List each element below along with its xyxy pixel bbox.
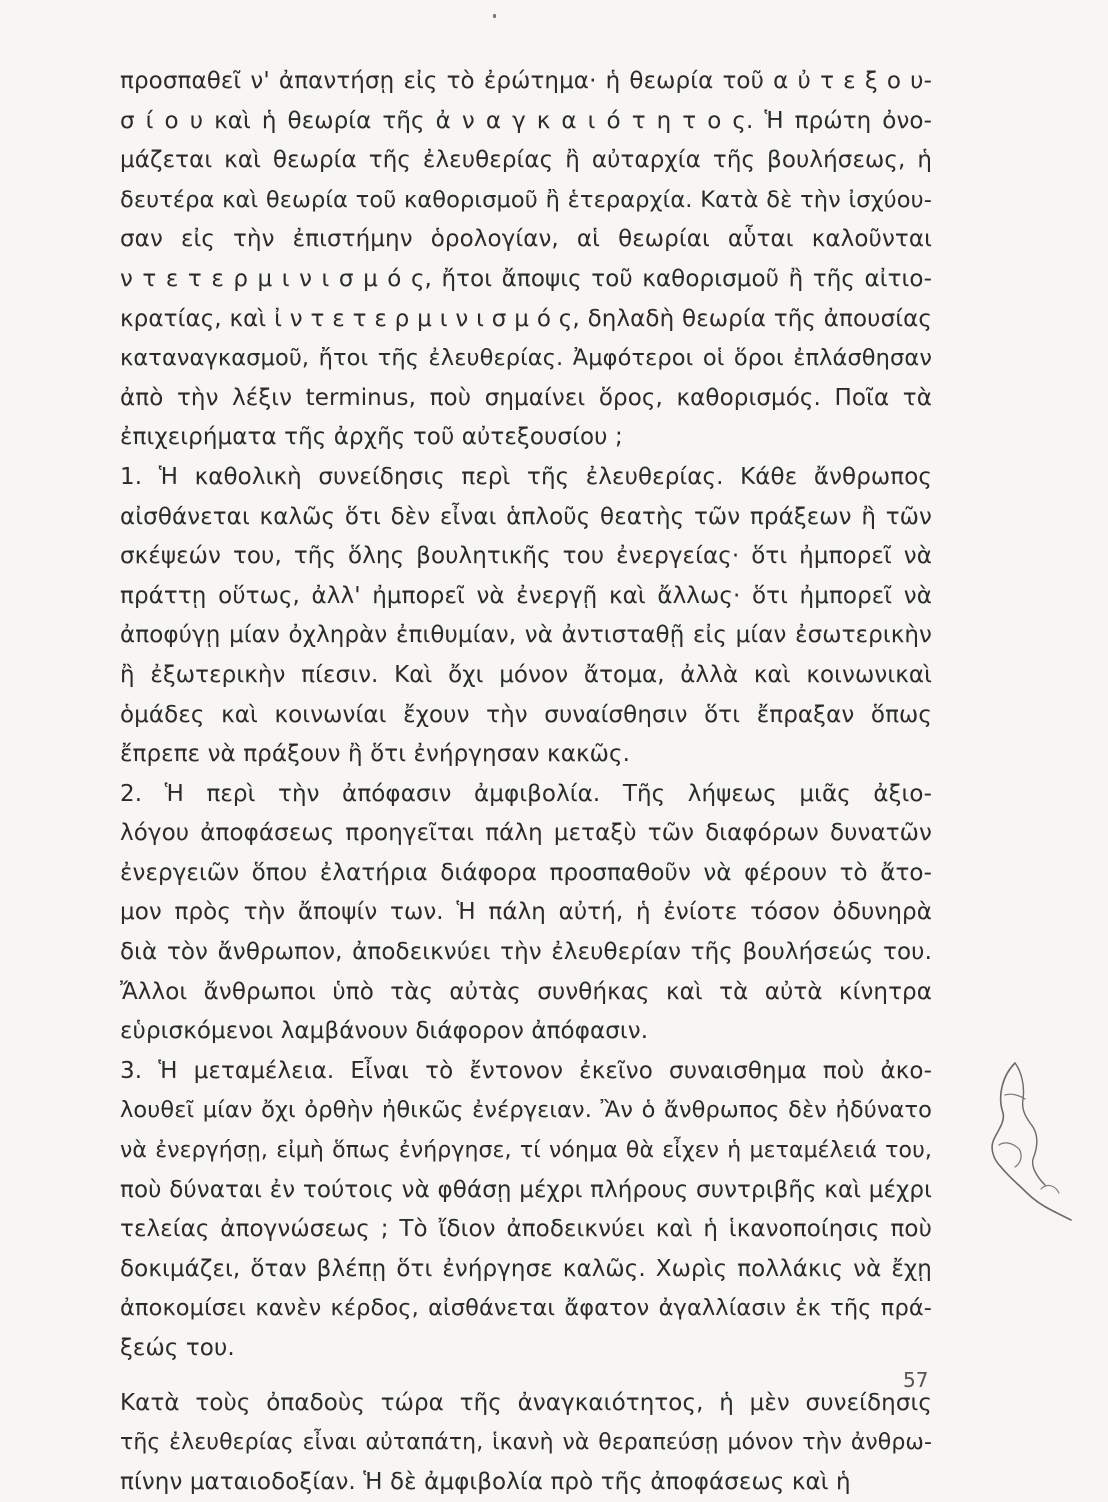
handwritten-mark-icon: [975, 1055, 1085, 1225]
text-line: ἢ ἐξωτερικὴν πίεσιν. Καὶ ὄχι μόνον ἄτομα, ἀλλὰ καὶ κοινωνικαὶ: [120, 661, 932, 688]
page-number: 57: [903, 1368, 929, 1392]
text-line: τελείας ἀπογνώσεως ; Τὸ ἴδιον ἀποδεικνύει καὶ ἡ ἱκανοποίησις ποὺ: [120, 1216, 932, 1243]
text-line: ἔπρεπε νὰ πράξουν ἢ ὅτι ἐνήργησαν κακῶς.: [120, 741, 630, 768]
text-line: μον πρὸς τὴν ἄποψίν των. Ἡ πάλη αὐτή, ἡ ἐνίοτε τόσον ὀδυνηρὰ: [120, 899, 932, 926]
text-line: διὰ τὸν ἄνθρωπον, ἀποδεικνύει τὴν ἐλευθερίαν τῆς βουλήσεώς του.: [120, 939, 932, 966]
text-line: ἀποκομίσει κανὲν κέρδος, αἰσθάνεται ἄφατον ἀγαλλίασιν ἐκ τῆς πρά-: [120, 1295, 932, 1322]
text-line: ποὺ δύναται ἐν τούτοις νὰ φθάσῃ μέχρι πλήρους συντριβῆς καὶ μέχρι: [120, 1176, 932, 1203]
text-line: Κατὰ τοὺς ὀπαδοὺς τώρα τῆς ἀναγκαιότητος, ἡ μὲν συνείδησις: [120, 1389, 932, 1416]
text-line: δοκιμάζει, ὅταν βλέπῃ ὅτι ἐνήργησε καλῶς. Χωρὶς πολλάκις νὰ ἔχῃ: [120, 1255, 932, 1282]
text-line: τῆς ἐλευθερίας εἶναι αὐταπάτη, ἱκανὴ νὰ θεραπεύσῃ μόνον τὴν ἀνθρω-: [120, 1430, 932, 1456]
text-line: ὁμάδες καὶ κοινωνίαι ἔχουν τὴν συναίσθησιν ὅτι ἔπραξαν ὅπως: [120, 701, 932, 728]
text-line: δευτέρα καὶ θεωρία τοῦ καθορισμοῦ ἢ ἑτεραρχία. Κατὰ δὲ τὴν ἰσχύου-: [120, 186, 932, 213]
text-line: λόγου ἀποφάσεως προηγεῖται πάλη μεταξὺ τῶν διαφόρων δυνατῶν: [120, 820, 932, 847]
text-line: σ ί ο υ καὶ ἡ θεωρία τῆς ἀ ν α γ κ α ι ό τ η τ ο ς. Ἡ πρώτη ὀνο-: [120, 107, 932, 134]
text-line: σαν εἰς τὴν ἐπιστήμην ὁρολογίαν, αἱ θεωρίαι αὗται καλοῦνται: [120, 226, 932, 253]
text-line: 1. Ἡ καθολικὴ συνείδησις περὶ τῆς ἐλευθερίας. Κάθε ἄνθρωπος: [120, 463, 932, 490]
page-body: [120, 62, 932, 1502]
ink-speck: [493, 14, 496, 18]
text-line: 2. Ἡ περὶ τὴν ἀπόφασιν ἀμφιβολία. Τῆς λήψεως μιᾶς ἀξιο-: [120, 780, 932, 807]
text-line: ν τ ε τ ε ρ μ ι ν ι σ μ ό ς, ἤτοι ἄποψις τοῦ καθορισμοῦ ἢ τῆς αἰτιο-: [120, 265, 932, 292]
text-line: σκέψεών του, τῆς ὅλης βουλητικῆς του ἐνεργείας· ὅτι ἠμπορεῖ νὰ: [120, 543, 932, 570]
text-line: προσπαθεῖ ν' ἀπαντήσῃ εἰς τὸ ἐρώτημα· ἡ θεωρία τοῦ α ὐ τ ε ξ ο υ-: [120, 68, 932, 94]
text-line: Ἄλλοι ἄνθρωποι ὑπὸ τὰς αὐτὰς συνθήκας καὶ τὰ αὐτὰ κίνητρα: [120, 978, 932, 1005]
text-line: καταναγκασμοῦ, ἤτοι τῆς ἐλευθερίας. Ἀμφότεροι οἱ ὅροι ἐπλάσθησαν: [120, 345, 932, 372]
text-line: ἐπιχειρήματα τῆς ἀρχῆς τοῦ αὐτεξουσίου ;: [120, 424, 623, 451]
text-line: πίνην ματαιοδοξίαν. Ἡ δὲ ἀμφιβολία πρὸ τῆς ἀποφάσεως καὶ ἡ: [120, 1468, 851, 1495]
text-line: αἰσθάνεται καλῶς ὅτι δὲν εἶναι ἁπλοῦς θεατὴς τῶν πράξεων ἢ τῶν: [120, 503, 932, 530]
text-line: ἀποφύγῃ μίαν ὀχληρὰν ἐπιθυμίαν, νὰ ἀντισταθῇ εἰς μίαν ἐσωτερικὴν: [120, 622, 932, 649]
text-line: εὑρισκόμενοι λαμβάνουν διάφορον ἀπόφασιν.: [120, 1018, 649, 1045]
text-line: νὰ ἐνεργήσῃ, εἰμὴ ὅπως ἐνήργησε, τί νόημα θὰ εἶχεν ἡ μεταμέλειά του,: [120, 1138, 932, 1164]
text-line: ἐνεργειῶν ὅπου ἐλατήρια διάφορα προσπαθοῦν νὰ φέρουν τὸ ἄτο-: [120, 859, 932, 886]
text-line: πράττῃ οὕτως, ἀλλ' ἠμπορεῖ νὰ ἐνεργῇ καὶ ἄλλως· ὅτι ἠμπορεῖ νὰ: [120, 582, 932, 609]
text-line: 3. Ἡ μεταμέλεια. Εἶναι τὸ ἔντονον ἐκεῖνο συναισθημα ποὺ ἀκο-: [120, 1057, 932, 1084]
text-line: ἀπὸ τὴν λέξιν terminus, ποὺ σημαίνει ὅρος, καθορισμός. Ποῖα τὰ: [120, 384, 932, 411]
text-line: μάζεται καὶ θεωρία τῆς ἐλευθερίας ἢ αὐταρχία τῆς βουλήσεως, ἡ: [120, 147, 932, 174]
text-line: κρατίας, καὶ ἰ ν τ ε τ ε ρ μ ι ν ι σ μ ό ς, δηλαδὴ θεωρία τῆς ἀπουσίας: [120, 305, 932, 332]
paragraph-gap: [120, 1369, 932, 1384]
text-line: λουθεῖ μίαν ὄχι ὀρθὴν ἠθικῶς ἐνέργειαν. Ἂν ὁ ἄνθρωπος δὲν ἠδύνατο: [120, 1097, 932, 1124]
text-line: ξεώς του.: [120, 1335, 235, 1361]
